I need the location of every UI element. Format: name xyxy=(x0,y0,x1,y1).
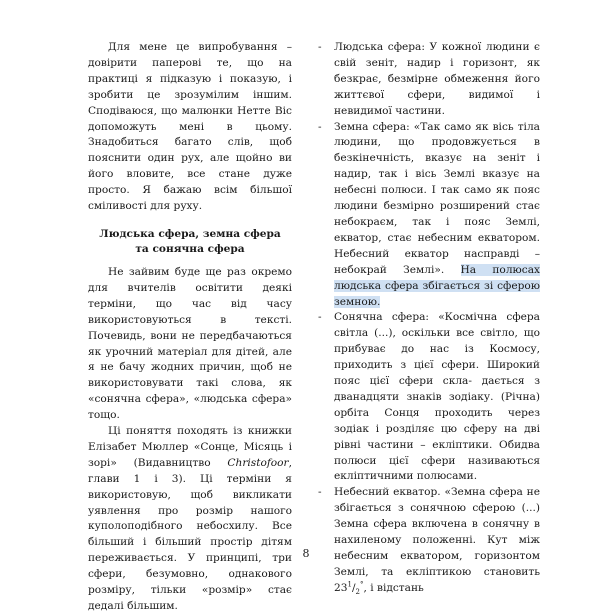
page-number: 8 xyxy=(302,547,310,560)
source-paragraph: Ці поняття походять із книжки Елізабет Мюллер «Сонце, Місяць і зорі» (Видавництво Christofoor, глави 1 і 3). Ці терміни я використовую, щоб викликати уявлення про розмір нашого куполоподібного небосхилу. Все більший і більший простір дітям переживається. У принципі, три сфери, безумовно, однакового розміру, тільки «розмір» стає дедалі більшим. xyxy=(88,425,292,612)
sphere-definitions-list xyxy=(318,40,540,597)
list-item-celestial-equator: - Небесний екватор. «Земна сфера не збігається з сонячною сферою (...) Земна сфера включена в сонячну в нахиленому положенні. Кут між небесним екватором, горизонтом Землі, та екліптикою становить $23^1/_2^\circ$, і відстань xyxy=(318,485,540,596)
left-column xyxy=(88,40,292,615)
right-column xyxy=(318,40,540,597)
list-item-human-sphere: - Людська сфера: У кожної людини є свій зеніт, надир і горизонт, як безкрає, безмірне обмеження його життєвої сфери, видимої і невидимої частини. xyxy=(318,40,540,120)
list-item-earth-sphere: - Земна сфера: «Так само як вісь тіла людини, що продовжується в безкінечність, вказує на зеніт і надир, так і вісь Землі вказує на небесні полюси. І так само як пояс людини безмірно розширений стає небокраєм, так і пояс Землі, екватор, стає небесним екватором. Небесний екватор насправді – небокрай Землі». На полюсах людська сфера збігається зі сферою земною. xyxy=(318,120,540,311)
publisher-name: Christofoor xyxy=(227,456,289,469)
terms-paragraph: Не зайвим буде ще раз окремо для вчителів освітити деякі терміни, що час від часу використовуються в тексті. Почевидь, вони не передбачаються як урочний матеріал для дітей, але я не бачу жодних причин, щоб не використовувати такі слова, як «сонячна сфера», «людська сфера» тощо. xyxy=(88,265,292,422)
section-heading: Людська сфера, земна сфера та сонячна сфера xyxy=(99,227,281,255)
highlighted-text: На полюсах людська сфера збігається зі сферою земною. xyxy=(334,263,540,308)
intro-paragraph: Для мене це випробування – довірити паперові те, що на практиці я підказую і показую, і зробити це зрозумілим іншим. Сподіваюся, що малюнки Нетте Віс допоможуть мені в цьому. Знадобиться багато слів, щоб пояснити один рух, але щойно ви його вловите, все стане дуже просто. Я бажаю всім більшої сміливості для руху. xyxy=(88,41,292,213)
list-item-solar-sphere: - Сонячна сфера: «Космічна сфера світла (...), оскільки все світло, що прибуває до нас із Космосу, приходить з цієї сфери. Широкий пояс цієї сфери скла- дається з дванадцяти знаків зодіаку. (Річна) орбіта Сонця проходить через зодіак і розділяє цю сферу на дві рівні частини – екліптики. Обидва полюси цієї сфери називаються екліптичними полюсами. xyxy=(318,310,540,485)
